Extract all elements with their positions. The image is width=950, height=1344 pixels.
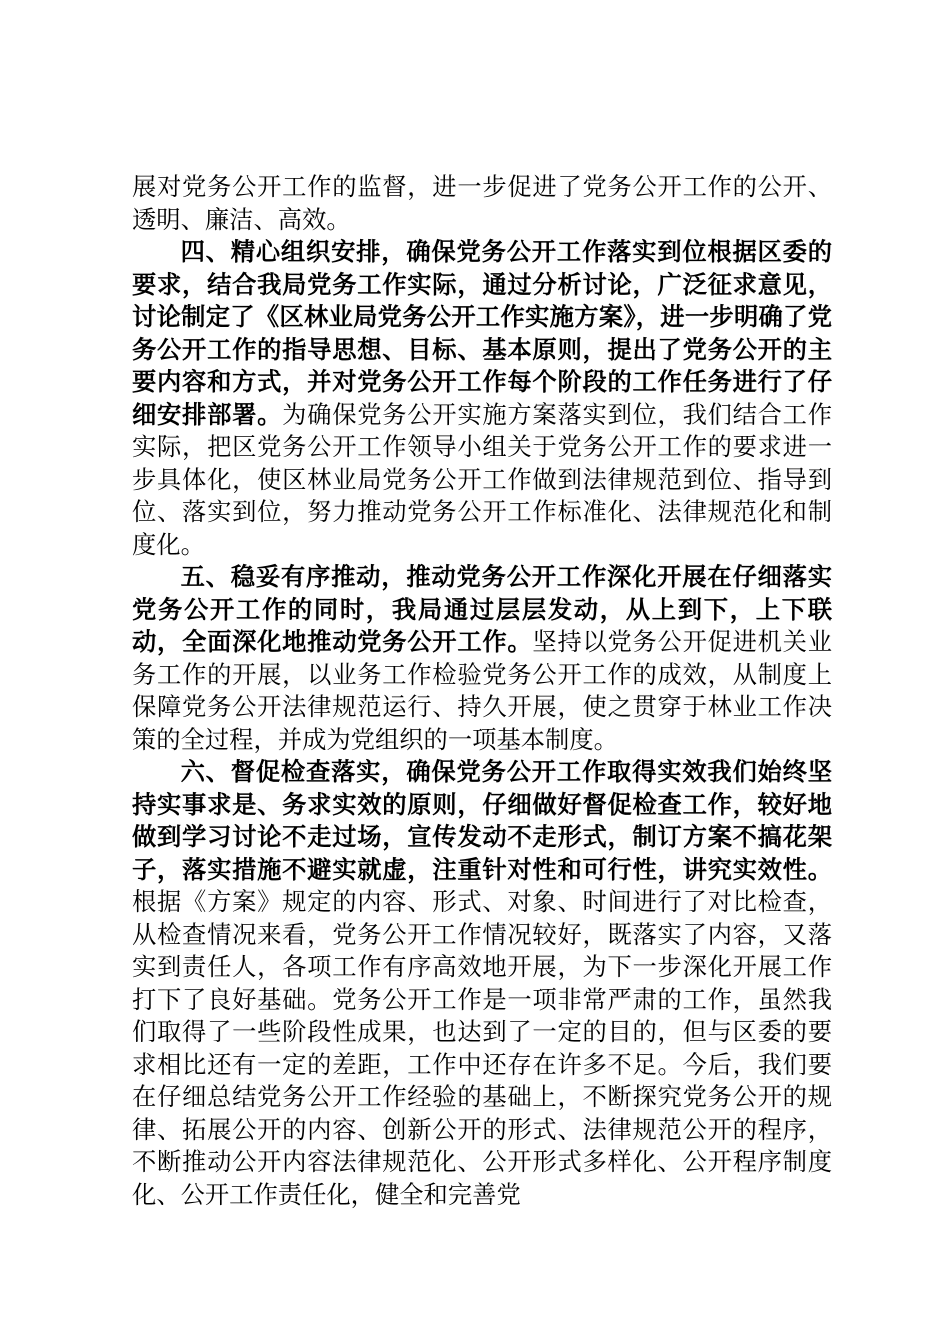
section-heading: 五、稳妥有序推动，推动党务公开工作深化开展在仔细落实党务公开工作的同时，我局通过层层发动，从上到下，上下联动，全面深化地推动党务公开工作。 bbox=[132, 562, 832, 656]
section-heading: 四、精心组织安排，确保党务公开工作落实到位根据区委的要求，结合我局党务工作实际，通过分析讨论，广泛征求意见，讨论制定了《区林业局党务公开工作实施方案》，进一步明确了党务公开工作的指导思想、目标、基本原则，提出了党务公开的主要内容和方式，并对党务公开工作每个阶段的工作任务进行了仔细安排部署。 bbox=[132, 237, 832, 429]
paragraph-section-six bbox=[132, 756, 832, 1211]
paragraph-section-four bbox=[132, 236, 832, 561]
document-page bbox=[132, 171, 832, 1211]
paragraph-body: 根据《方案》规定的内容、形式、对象、时间进行了对比检查，从检查情况来看，党务公开工作情况较好，既落实了内容，又落实到责任人，各项工作有序高效地开展，为下一步深化开展工作打下了良好基础。党务公开工作是一项非常严肃的工作，虽然我们取得了一些阶段性成果，也达到了一定的目的，但与区委的要求相比还有一定的差距，工作中还存在许多不足。今后，我们要在仔细总结党务公开工作经验的基础上，不断探究党务公开的规律、拓展公开的内容、创新公开的形式、法律规范公开的程序，不断推动公开内容法律规范化、公开形式多样化、公开程序制度化、公开工作责任化，健全和完善党 bbox=[132, 887, 832, 1209]
section-heading: 六、督促检查落实，确保党务公开工作取得实效我们始终坚持实事求是、务求实效的原则，仔细做好督促检查工作，较好地做到学习讨论不走过场，宣传发动不走形式，制订方案不搞花架子，落实措施不避实就虚，注重针对性和可行性，讲究实效性。 bbox=[132, 757, 832, 884]
paragraph-section-five bbox=[132, 561, 832, 756]
paragraph-body: 为确保党务公开实施方案落实到位，我们结合工作实际，把区党务公开工作领导小组关于党务公开工作的要求进一步具体化，使区林业局党务公开工作做到法律规范到位、指导到位、落实到位，努力推动党务公开工作标准化、法律规范化和制度化。 bbox=[132, 399, 832, 559]
paragraph-body: 展对党务公开工作的监督，进一步促进了党务公开工作的公开、透明、廉洁、高效。 bbox=[132, 172, 832, 234]
paragraph-body: 坚持以党务公开促进机关业务工作的开展，以业务工作检验党务公开工作的成效，从制度上保障党务公开法律规范运行、持久开展，使之贯穿于林业工作决策的全过程，并成为党组织的一项基本制度。 bbox=[132, 627, 833, 754]
paragraph-continuation bbox=[132, 171, 832, 236]
